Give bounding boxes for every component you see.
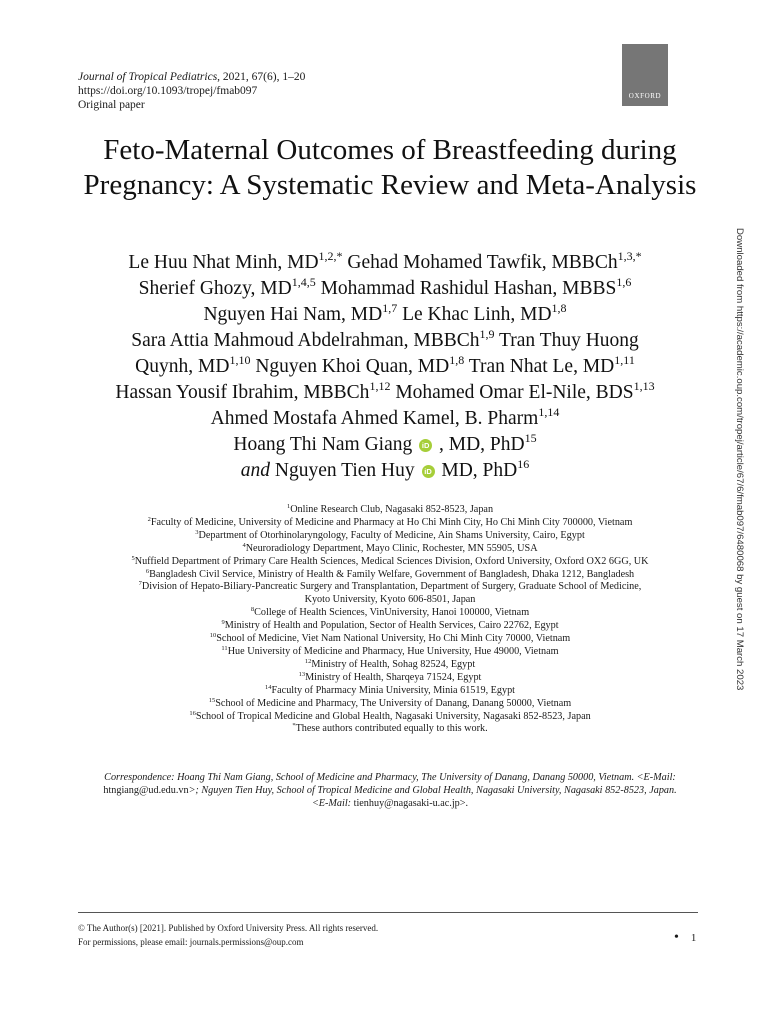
page-number: 1: [690, 932, 697, 944]
author-name: Gehad Mohamed Tawfik, MBBCh: [342, 252, 618, 273]
affiliation-item: [70, 543, 710, 556]
author-degree: MD, PhD: [436, 460, 518, 481]
correspondence-line: [70, 784, 710, 797]
author-name: Nguyen Hai Nam, MD: [203, 304, 383, 325]
affiliation-number: 9: [221, 619, 225, 627]
affiliation-number: 16: [189, 709, 196, 717]
affiliation-number: 6: [145, 567, 150, 575]
affiliation-item: [70, 530, 710, 543]
affiliation-number: 11: [221, 644, 228, 652]
affiliation-number: 14: [264, 683, 272, 691]
author-line: [40, 276, 730, 302]
affiliation-text: College of Health Sciences, VinUniversity, Hanoi 100000, Vietnam: [254, 607, 530, 619]
affiliation-text: School of Medicine and Pharmacy, The University of Danang, Danang 50000, Vietnam: [215, 697, 572, 709]
copyright-notice: © The Author(s) [2021]. Published by Oxford University Press. All rights reserved.: [78, 923, 379, 933]
author-affil-ref: 16: [517, 457, 530, 471]
affiliation-item: [70, 711, 710, 724]
correspondence-text: >; Nguyen Tien Huy, School of Tropical Medicine and Global Health, Nagasaki University, Nagasaki 852-8523, Japan.: [188, 785, 677, 796]
affiliation-item: [70, 633, 710, 646]
affiliation-item: [70, 607, 710, 620]
affiliation-item: [70, 672, 710, 685]
affiliation-number: 10: [209, 632, 217, 640]
affiliation-number: 3: [195, 528, 199, 536]
affiliation-text: Division of Hepato-Biliary-Pancreatic Surgery and Transplantation, Department of Surgery, Graduate School of Medicine,: [141, 581, 642, 593]
affiliation-number: 8: [250, 606, 255, 614]
journal-meta: [78, 70, 305, 112]
affiliation-text: School of Medicine, Viet Nam National University, Ho Chi Minh City 70000, Vietnam: [216, 633, 571, 645]
affiliation-text: Faculty of Pharmacy Minia University, Minia 61519, Egypt: [271, 684, 516, 696]
author-name: Ahmed Mostafa Ahmed Kamel, B. Pharm: [210, 408, 539, 429]
affiliation-item: [70, 569, 710, 582]
author-affil-ref: 1,9: [479, 327, 495, 341]
correspondence-block: [70, 771, 710, 810]
affiliation-list: [70, 504, 710, 736]
doi-link[interactable]: https://doi.org/10.1093/tropej/fmab097: [78, 85, 258, 97]
author-name: Tran Thuy Huong: [494, 330, 639, 351]
affiliation-text: School of Tropical Medicine and Global Health, Nagasaki University, Nagasaki 852-8523, Japan: [195, 710, 591, 722]
author-name: Mohamed Omar El-Nile, BDS: [390, 382, 634, 403]
journal-name: Journal of Tropical Pediatrics: [78, 71, 218, 83]
affiliation-item: [70, 517, 710, 530]
affiliation-text: These authors contributed equally to this work.: [295, 723, 488, 735]
page-number-area: [674, 930, 696, 946]
affiliation-item: [70, 646, 710, 659]
affiliation-number: 7: [138, 580, 142, 588]
affiliation-text: Ministry of Health and Population, Sector of Health Services, Cairo 22762, Egypt: [224, 620, 559, 632]
author-name: Nguyen Tien Huy: [269, 460, 415, 481]
affiliation-item: [70, 556, 710, 569]
orcid-icon[interactable]: iD: [419, 439, 432, 452]
email-link[interactable]: tienhuy@nagasaki-u.ac.jp: [351, 798, 460, 809]
correspondence-text: >.: [459, 798, 469, 809]
affiliation-continuation: Kyoto University, Kyoto 606-8501, Japan: [304, 594, 476, 606]
affiliation-text: Neuroradiology Department, Mayo Clinic, Rochester, MN 55905, USA: [245, 542, 538, 554]
affiliation-text: Department of Otorhinolaryngology, Faculty of Medicine, Ain Shams University, Cairo, Egypt: [198, 529, 585, 541]
email-label: <E-Mail:: [311, 798, 352, 809]
affiliation-number: *: [292, 722, 296, 730]
author-name: Hoang Thi Nam Giang: [233, 434, 413, 455]
affiliation-item: [70, 659, 710, 672]
author-line: [40, 380, 730, 406]
affiliation-text: Hue University of Medicine and Pharmacy, Hue University, Hue 49000, Vietnam: [227, 645, 559, 657]
article-type: Original paper: [78, 99, 145, 111]
affiliation-item: [70, 581, 710, 594]
author-affil-ref: 1,4,5: [291, 275, 316, 289]
citation-volume: , 2021, 67(6), 1–20: [217, 71, 306, 83]
author-affil-ref: 1,3,*: [617, 249, 642, 263]
email-link[interactable]: htngiang@ud.edu.vn: [103, 785, 189, 796]
affiliation-number: 2: [147, 515, 151, 523]
author-list: [40, 250, 730, 484]
affiliation-text: Ministry of Health, Sharqeya 71524, Egypt: [305, 671, 482, 683]
author-affil-ref: 1,12: [369, 379, 391, 393]
permissions-notice: For permissions, please email: journals.permissions@oup.com: [78, 937, 304, 947]
author-affil-ref: 15: [524, 431, 537, 445]
affiliation-text: Online Research Club, Nagasaki 852-8523, Japan: [290, 504, 494, 515]
author-degree: , MD, PhD: [434, 434, 525, 455]
affiliation-number: 12: [304, 657, 312, 665]
affiliation-number: 4: [242, 541, 246, 549]
affiliation-text: Nuffield Department of Primary Care Health Sciences, Medical Sciences Division, Oxford University, Oxford OX2 6GG, UK: [134, 555, 649, 567]
affiliation-item: [70, 620, 710, 633]
author-affil-ref: 1,8: [449, 353, 465, 367]
publisher-logo-text: OXFORD: [628, 92, 662, 100]
affiliation-text: Faculty of Medicine, University of Medicine and Pharmacy at Ho Chi Minh City, Ho Chi Minh City 700000, Vietnam: [150, 516, 633, 528]
author-name: Nguyen Khoi Quan, MD: [250, 356, 450, 377]
correspondence-line: [70, 797, 710, 810]
affiliation-item: [70, 504, 710, 517]
correspondence-line: Correspondence: Hoang Thi Nam Giang, School of Medicine and Pharmacy, The University of Danang, Danang 50000, Vietnam. <E-Mail:: [104, 772, 676, 783]
journal-citation: [78, 70, 305, 84]
author-name: Mohammad Rashidul Hashan, MBBS: [315, 278, 617, 299]
author-affil-ref: 1,13: [633, 379, 655, 393]
author-name: Quynh, MD: [135, 356, 230, 377]
author-affil-ref: 1,7: [382, 301, 398, 315]
affiliation-item: [70, 698, 710, 711]
author-name: Le Khac Linh, MD: [397, 304, 552, 325]
affiliation-item: [70, 685, 710, 698]
author-affil-ref: 1,14: [538, 405, 560, 419]
article-title: Feto-Maternal Outcomes of Breastfeeding during Pregnancy: A Systematic Review and Meta-Analysis: [83, 134, 697, 201]
equal-contribution-note: [70, 723, 710, 736]
author-line: [40, 406, 730, 432]
author-affil-ref: 1,6: [616, 275, 632, 289]
bullet-icon: •: [674, 930, 679, 945]
author-line: [40, 250, 730, 276]
author-line: [40, 302, 730, 328]
orcid-icon[interactable]: iD: [422, 465, 435, 478]
author-name: Tran Nhat Le, MD: [464, 356, 615, 377]
download-watermark: Downloaded from https://academic.oup.com/tropej/article/67/6/fmab097/6480068 by guest on 17 March 2023: [734, 228, 745, 691]
affiliation-number: 1: [286, 503, 291, 510]
author-name: Le Huu Nhat Minh, MD: [128, 252, 319, 273]
affiliation-number: 5: [131, 554, 135, 562]
author-affil-ref: 1,2,*: [318, 249, 343, 263]
footer-divider: [78, 912, 698, 913]
author-line: [40, 432, 730, 458]
footer: [78, 921, 378, 949]
author-name: Sherief Ghozy, MD: [138, 278, 292, 299]
author-line: [40, 328, 730, 354]
author-affil-ref: 1,8: [551, 301, 567, 315]
affiliation-text: Ministry of Health, Sohag 82524, Egypt: [311, 658, 476, 670]
author-name: Hassan Yousif Ibrahim, MBBCh: [115, 382, 370, 403]
affiliation-number: 13: [298, 670, 306, 678]
affiliation-number: 15: [208, 696, 216, 704]
author-name: Sara Attia Mahmoud Abdelrahman, MBBCh: [131, 330, 480, 351]
affiliation-text: Bangladesh Civil Service, Ministry of Health & Family Welfare, Government of Bangladesh, Dhaka 1212, Bangladesh: [149, 568, 635, 580]
author-affil-ref: 1,11: [614, 353, 635, 367]
author-line: [40, 458, 730, 484]
publisher-logo: [622, 44, 668, 106]
author-affil-ref: 1,10: [229, 353, 251, 367]
author-line: [40, 354, 730, 380]
and-conjunction: and: [240, 460, 270, 481]
